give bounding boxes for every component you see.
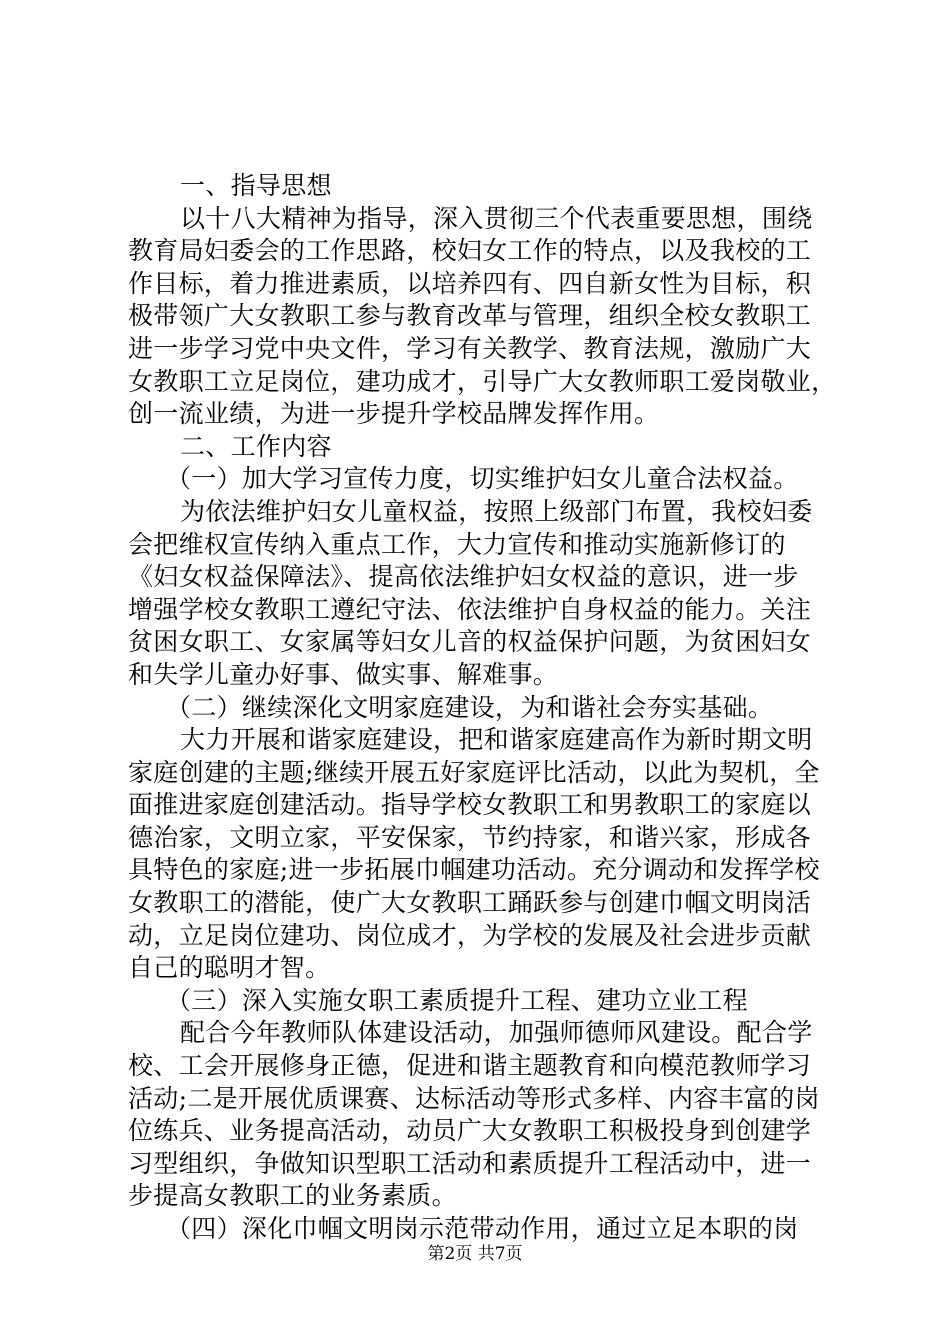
paragraph-line: 位练兵、业务提高活动，动员广大女教职工积极投身到创建学 bbox=[128, 1116, 812, 1146]
paragraph-line: 面推进家庭创建活动。指导学校女教职工和男教职工的家庭以 bbox=[128, 790, 812, 820]
paragraph-line: 《妇女权益保障法》、提高依法维护妇女权益的意识，进一步 bbox=[128, 562, 799, 592]
paragraph-line: 校、工会开展修身正德，促进和谐主题教育和向模范教师学习 bbox=[128, 1051, 812, 1081]
paragraph-line: 大力开展和谐家庭建设，把和谐家庭建高作为新时期文明 bbox=[180, 725, 813, 755]
paragraph-line: 为依法维护妇女儿童权益，按照上级部门布置，我校妇委 bbox=[180, 496, 813, 526]
subsection-heading-2: （二）继续深化文明家庭建设，为和谐社会夯实基础。 bbox=[166, 692, 774, 722]
paragraph-line: 和失学儿童办好事、做实事、解难事。 bbox=[128, 659, 559, 689]
subsection-heading-3: （三）深入实施女职工素质提升工程、建功立业工程 bbox=[166, 985, 748, 1015]
paragraph-line: 创一流业绩，为进一步提升学校品牌发挥作用。 bbox=[128, 399, 660, 429]
paragraph-line: 习型组织，争做知识型职工活动和素质提升工程活动中，进一 bbox=[128, 1148, 812, 1178]
paragraph-line: 活动;二是开展优质课赛、达标活动等形式多样、内容丰富的岗 bbox=[128, 1083, 820, 1113]
paragraph-line: 教育局妇委会的工作思路，校妇女工作的特点，以及我校的工 bbox=[128, 236, 812, 266]
paragraph-line: 家庭创建的主题;继续开展五好家庭评比活动，以此为契机，全 bbox=[128, 757, 820, 787]
subsection-heading-1: （一）加大学习宣传力度，切实维护妇女儿童合法权益。 bbox=[166, 464, 799, 494]
page-number-footer: 第2页 共7页 bbox=[427, 1244, 523, 1264]
section-heading-work-content: 二、工作内容 bbox=[180, 431, 332, 461]
paragraph-line: 增强学校女教职工遵纪守法、依法维护自身权益的能力。关注 bbox=[128, 594, 812, 624]
paragraph-line: 进一步学习党中央文件，学习有关教学、教育法规，激励广大 bbox=[128, 333, 812, 363]
paragraph-line: 以十八大精神为指导，深入贯彻三个代表重要思想，围绕 bbox=[180, 203, 813, 233]
paragraph-line: 会把维权宣传纳入重点工作，大力宣传和推动实施新修订的 bbox=[128, 529, 786, 559]
paragraph-line: 步提高女教职工的业务素质。 bbox=[128, 1181, 457, 1211]
paragraph-line: 女教职工立足岗位，建功成才，引导广大女教师职工爱岗敬业， bbox=[128, 366, 837, 396]
paragraph-line: 配合今年教师队体建设活动，加强师德师风建设。配合学 bbox=[180, 1018, 813, 1048]
paragraph-line: 极带领广大女教职工参与教育改革与管理，组织全校女教职工 bbox=[128, 301, 812, 331]
paragraph-line: 贫困女职工、女家属等妇女儿音的权益保护问题，为贫困妇女 bbox=[128, 627, 812, 657]
paragraph-line: 女教职工的潜能，使广大女教职工踊跃参与创建巾帼文明岗活 bbox=[128, 888, 812, 918]
subsection-heading-4: （四）深化巾帼文明岗示范带动作用，通过立足本职的岗 bbox=[166, 1214, 799, 1243]
paragraph-line: 动，立足岗位建功、岗位成才，为学校的发展及社会进步贡献 bbox=[128, 920, 812, 950]
section-heading-guiding-ideology: 一、指导思想 bbox=[180, 171, 332, 200]
paragraph-line: 自己的聪明才智。 bbox=[128, 953, 331, 983]
paragraph-line: 具特色的家庭;进一步拓展巾帼建功活动。充分调动和发挥学校 bbox=[128, 855, 820, 885]
paragraph-line: 作目标，着力推进素质，以培养四有、四自新女性为目标，积 bbox=[128, 268, 812, 298]
paragraph-line: 德治家，文明立家，平安保家，节约持家，和谐兴家，形成各 bbox=[128, 822, 812, 852]
document-body bbox=[128, 170, 846, 1246]
